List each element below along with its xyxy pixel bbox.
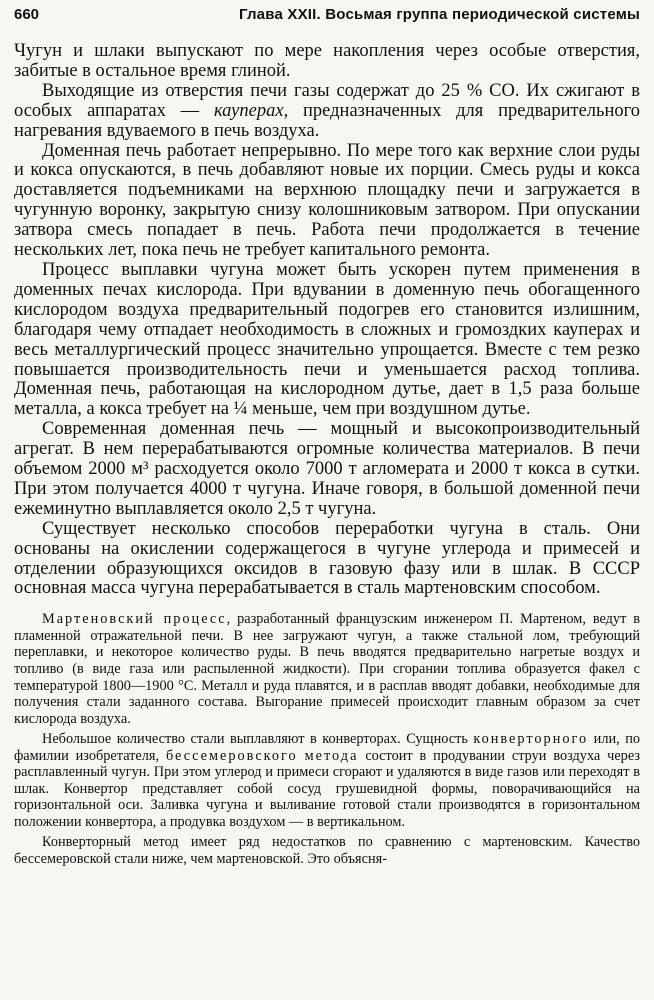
paragraph: Доменная печь работает непрерывно. По мере того как верхние слои руды и кокса опускаются, в печь добавляют новые их порции. Смесь руды и кокса доставляется подъемниками на верхнюю площадку печи и загружается в чугунную воронку, закрытую снизу колошниковым затвором. При опускании затвора смесь попадает в печь. Работа печи продолжается в течение нескольких лет, пока печь не требует капитального ремонта.: [14, 140, 640, 261]
page-number: 660: [14, 6, 40, 23]
spaced-term: конверторного: [473, 731, 589, 748]
spaced-term: Мартеновский процесс: [42, 611, 227, 628]
text-run: Небольшое количество стали выплавляют в конверторах. Сущность: [42, 731, 474, 748]
paragraph: Чугун и шлаки выпускают по мере накопления через особые отверстия, забитые в остальное время глиной.: [14, 41, 640, 81]
paragraph: Процесс выплавки чугуна может быть ускорен путем применения в доменных печах кислорода. При вдувании в доменную печь обогащенного кислородом воздуха предварительный подогрев его становится излишним, благодаря чему отпадает необходимость в сложных и громоздких кауперах и весь металлургический процесс значительно упрощается. Вместе с тем резко повышается производительность печи и уменьшается расход топлива. Доменная печь, работающая на кислородном дутье, дает в 1,5 раза больше металла, а кокса требует на ¼ меньше, чем при воздушном дутье.: [14, 259, 640, 420]
text-run: , разработанный французским инженером П. Мартеном, ведут в пламенной отражательной печи. В нее загружают чугун, а также стальной лом, требующий переплавки, и некоторое количество руды. В печь вводятся предварительно нагретые воздух и топливо (в виде газа или распыленной жидкости). При сгорании топлива образуется факел с температурой 1800—1900 °С. Металл и руда плавятся, и в расплав вводят добавки, необходимые для получения стали заданного состава. Выгорание примесей происходит главным образом за счет кислорода воздуха.: [14, 611, 640, 727]
small-paragraph: [14, 611, 640, 727]
text-run: Выходящие из отверстия печи газы содержат до 25 % CO. Их сжигают в особых аппаратах —: [14, 80, 640, 121]
text-run: состоит в продувании струи воздуха через расплавленный чугун. При этом углерод и примеси сгорают и удаляются в виде газов или переходят в шлак. Конвертор представляет собой сосуд грушевидной формы, поворачивающийся на горизонтальной оси. Заливка чугуна и выливание готовой стали производятся в горизонтальном положении конвертора, а продувка воздухом — в вертикальном.: [14, 747, 640, 830]
text-run: [298, 748, 305, 764]
paragraph: Современная доменная печь — мощный и высокопроизводительный агрегат. В нем перерабатываются огромные количества материалов. В печи объемом 2000 м³ расходуется около 7000 т агломерата и 2000 т кокса в сутки. При этом получается 4000 т чугуна. Иначе говоря, в большой доменной печи ежеминутно выплавляется около 2,5 т чугуна.: [14, 419, 640, 519]
small-paragraph: Конверторный метод имеет ряд недостатков по сравнению с мартеновским. Качество бессемеровской стали ниже, чем мартеновской. Это объясня-: [14, 834, 640, 868]
italic-term: кауперах: [213, 100, 284, 121]
running-title: Глава XXII. Восьмая группа периодической системы: [239, 6, 640, 23]
paragraph: [14, 82, 640, 142]
small-paragraph: [14, 731, 640, 830]
spaced-term: бессемеровского: [165, 747, 298, 764]
small-print-section: [14, 611, 640, 867]
page-header: [14, 6, 640, 42]
main-text: [14, 42, 640, 599]
text-run: или, по фамилии изобретателя,: [14, 731, 640, 764]
paragraph: Существует несколько способов переработки чугуна в сталь. Они основаны на окислении содержащегося в чугуне углерода и примесей и отделении образующихся оксидов в газовую фазу или в шлак. В СССР основная масса чугуна перерабатывается в сталь мартеновским способом.: [14, 518, 640, 599]
text-run: , предназначенных для предварительного нагревания вдуваемого в печь воздуха.: [14, 100, 640, 141]
spaced-term: метода: [304, 747, 359, 764]
